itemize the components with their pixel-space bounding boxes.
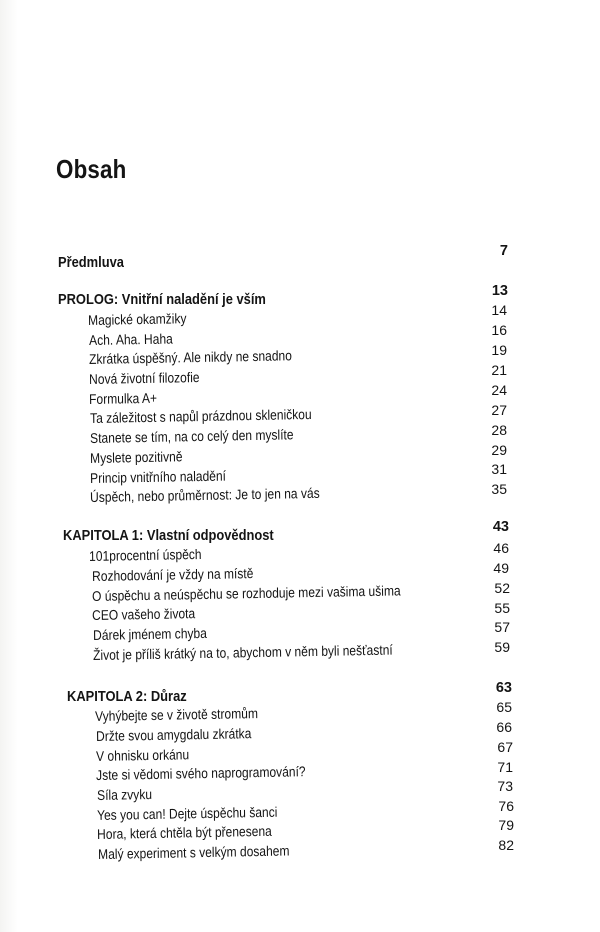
toc-item-label: 101procentní úspěch: [89, 545, 202, 564]
toc-item-page: 31: [491, 461, 507, 477]
toc-item-page: 76: [498, 798, 514, 814]
toc-item-label: Úspěch, nebo průměrnost: Je to jen na vás: [90, 484, 320, 505]
toc-item-page: 52: [494, 580, 510, 596]
toc-item-label: Formulka A+: [89, 389, 158, 407]
toc-item-page: 49: [493, 560, 509, 576]
toc-item-label: Myslete pozitivně: [90, 448, 183, 466]
toc-item-label: Malý experiment s velkým dosahem: [98, 842, 290, 862]
toc-item-page: 27: [491, 402, 507, 418]
toc-item-label: Rozhodování je vždy na místě: [92, 565, 254, 584]
toc-item-page: 65: [496, 699, 512, 715]
toc-item-label: Vyhýbejte se v životě stromům: [95, 705, 259, 724]
toc-item-page: 21: [491, 362, 507, 378]
section-heading: KAPITOLA 2: Důraz: [67, 688, 187, 705]
section-page: 63: [495, 680, 512, 696]
section-heading: KAPITOLA 1: Vlastní odpovědnost: [63, 527, 274, 544]
section-page: 13: [491, 283, 508, 299]
toc-item-label: O úspěchu a neúspěchu se rozhoduje mezi vašima ušima: [92, 582, 401, 604]
toc-item-page: 19: [491, 342, 507, 358]
toc-item-label: Ach. Aha. Haha: [89, 330, 173, 348]
toc-item-page: 79: [498, 817, 514, 833]
toc-item-page: 59: [494, 639, 510, 655]
toc-item-label: Stanete se tím, na co celý den myslíte: [90, 426, 294, 446]
toc-item-label: Život je příliš krátký na to, abychom v něm byli nešťastní: [93, 641, 393, 663]
toc-item-page: 55: [494, 600, 510, 616]
toc-item-page: 24: [491, 382, 507, 398]
toc-item-page: 46: [493, 540, 509, 556]
toc-item-label: Jste si vědomi svého naprogramování?: [96, 763, 306, 783]
toc-item-page: 28: [491, 422, 507, 438]
toc-item-page: 35: [491, 481, 507, 497]
page-title: Obsah: [56, 154, 127, 184]
toc-item-label: CEO vašeho života: [92, 605, 196, 623]
toc-item-page: 66: [496, 719, 512, 735]
toc-item-label: Zkrátka úspěšný. Ale nikdy ne snadno: [89, 347, 292, 367]
section-heading: PROLOG: Vnitřní naladění je vším: [58, 291, 266, 308]
toc-item-page: 73: [497, 778, 513, 794]
toc-item-label: Dárek jménem chyba: [93, 624, 207, 643]
toc-item-label: Princip vnitřního naladění: [90, 467, 227, 486]
toc-item-label: Ta záležitost s napůl prázdnou skleničkou: [90, 405, 312, 426]
toc-item-page: 14: [491, 302, 507, 318]
toc-item-page: 82: [498, 837, 514, 853]
toc-item-page: 57: [494, 619, 510, 635]
section-page: 43: [492, 519, 509, 535]
toc-item-page: 71: [497, 759, 513, 775]
toc-item-page: 16: [491, 322, 507, 338]
toc-item-page: 29: [491, 442, 507, 458]
toc-item-label: Nová životní filozofie: [89, 368, 200, 387]
toc-item-label: V ohnisku orkánu: [96, 746, 190, 764]
toc-item-label: Magické okamžiky: [88, 310, 187, 328]
toc-item-label: Yes you can! Dejte úspěchu šanci: [97, 803, 278, 823]
preface-page: 7: [499, 243, 508, 259]
toc-item-label: Hora, která chtěla být přenesena: [97, 822, 272, 842]
preface-label: Předmluva: [58, 254, 124, 271]
toc-item-label: Držte svou amygdalu zkrátka: [96, 725, 252, 744]
toc-item-page: 67: [497, 739, 513, 755]
toc-item-label: Síla zvyku: [97, 785, 153, 803]
